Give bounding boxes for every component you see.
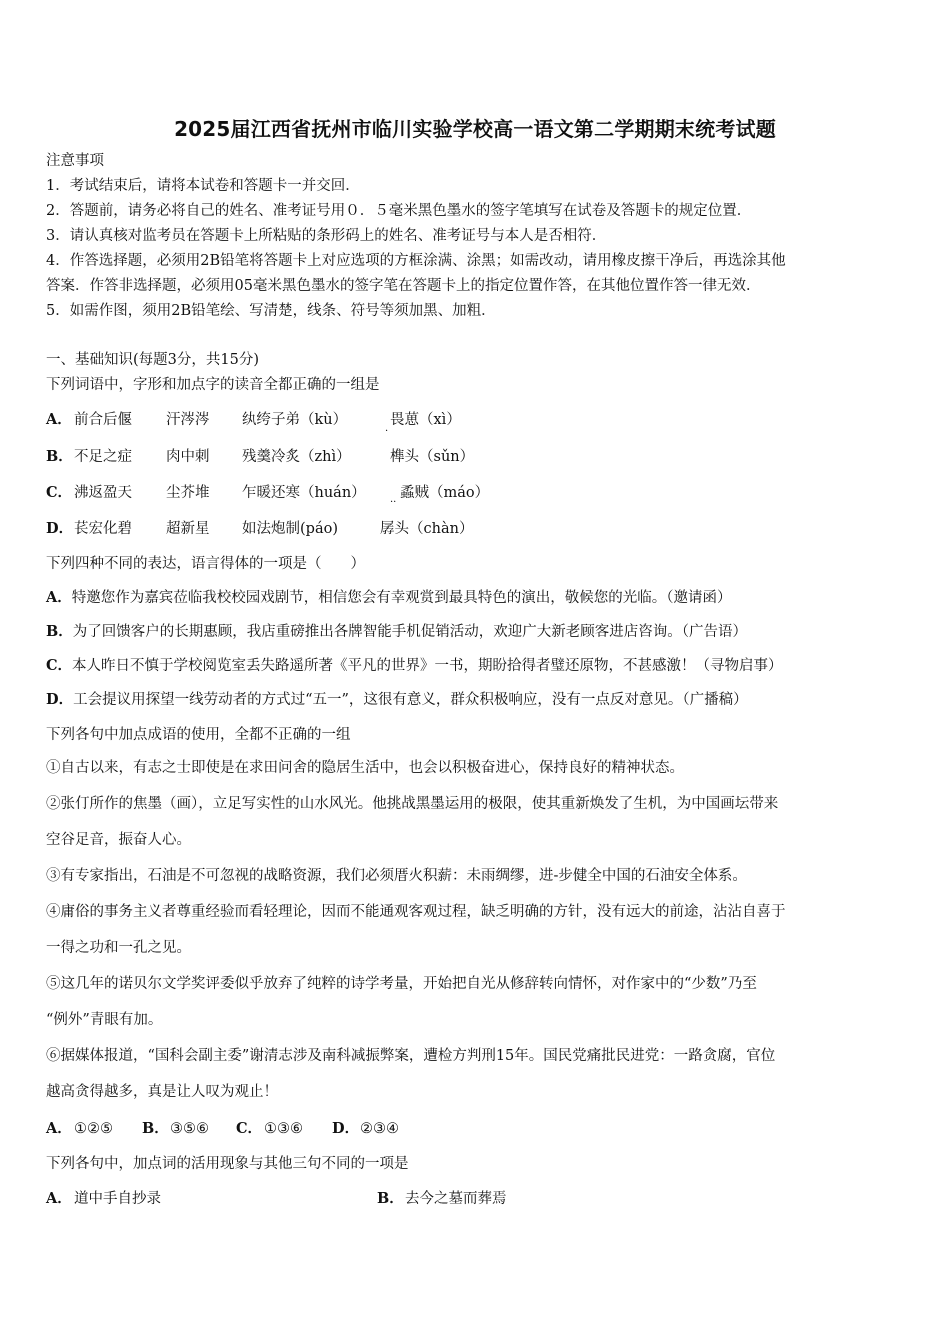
option-label: D． bbox=[46, 520, 74, 537]
option-label: A． bbox=[46, 589, 72, 606]
option-word: 蟊贼（máo） bbox=[400, 485, 490, 501]
option-label: C． bbox=[46, 657, 73, 674]
option-line bbox=[46, 588, 732, 608]
option-line bbox=[46, 656, 783, 676]
option-word: 前合后偃 bbox=[74, 412, 132, 428]
sentence-line: ②张仃所作的焦墨（画），立足写实性的山水风光。他挑战黑墨运用的极限，使其重新焕发了生机，为中国画坛带来 bbox=[46, 796, 779, 812]
choice-text: ①②⑤ bbox=[74, 1121, 113, 1137]
sentence-line: ⑤这几年的诺贝尔文学奖评委似乎放弃了纯粹的诗学考量，开始把自光从修辞转向情怀，对作家中的“少数”乃至 bbox=[46, 976, 757, 992]
option-word: 纨绔子弟（kù） bbox=[242, 412, 348, 428]
sentence-line: 空谷足音，振奋人心。 bbox=[46, 832, 191, 848]
option-label: D． bbox=[46, 691, 74, 708]
choice-row bbox=[46, 1118, 466, 1140]
sentence-line: 越高贪得越多，真是让人叹为观止！ bbox=[46, 1084, 278, 1100]
question-stem: 下列四种不同的表达，语言得体的一项是（ ） bbox=[46, 556, 365, 572]
choice-text: ③⑤⑥ bbox=[170, 1121, 209, 1137]
sentence-line: ③有专家指出，石油是不可忽视的战略资源，我们必须厝火积薪：未雨绸缪，进-步健全中国的石油安全体系。 bbox=[46, 868, 747, 884]
choice-text: ②③④ bbox=[360, 1121, 399, 1137]
option-word: 肉中刺 bbox=[166, 449, 210, 465]
choice-label: C． bbox=[236, 1120, 263, 1137]
option-label: C． bbox=[46, 484, 73, 501]
notice-item: 2．答题前，请务必将自己的姓名、准考证号用０．５毫米黑色墨水的签字笔填写在试卷及答题卡的规定位置． bbox=[46, 203, 752, 219]
option-word: 榫头（sǔn） bbox=[390, 449, 475, 465]
option-word: 如法炮制(páo) bbox=[242, 521, 338, 537]
option-row-a bbox=[46, 409, 906, 437]
choice-label: B． bbox=[142, 1120, 169, 1137]
notice-item: 5．如需作图，须用2B铅笔绘、写清楚，线条、符号等须加黑、加粗． bbox=[46, 303, 496, 319]
option-word: 沸返盈天 bbox=[74, 485, 132, 501]
option-text: 去今之墓而葬焉 bbox=[405, 1191, 507, 1207]
sentence-line: ①自古以来，有志之士即使是在求田问舍的隐居生活中，也会以积极奋进心，保持良好的精神状态。 bbox=[46, 760, 684, 776]
option-label: B． bbox=[46, 448, 73, 465]
option-label: A． bbox=[46, 1190, 72, 1207]
option-label: B． bbox=[377, 1190, 404, 1207]
notice-item: 1．考试结束后，请将本试卷和答题卡一并交回． bbox=[46, 178, 360, 194]
page-title: 2025届江西省抚州市临川实验学校高一语文第二学期期末统考试题 bbox=[174, 117, 776, 141]
emphasis-dot: · bbox=[385, 426, 389, 437]
sentence-line: 一得之功和一孔之见。 bbox=[46, 940, 191, 956]
sentence-line: ⑥据媒体报道，“国科会副主委”谢清志涉及南科减振弊案，遭检方判刑15年。国民党痛批民进党：一路贪腐，官位 bbox=[46, 1048, 776, 1064]
option-word: 孱头（chàn） bbox=[380, 521, 474, 537]
option-word: 不足之症 bbox=[74, 449, 132, 465]
option-word: 尘芥堆 bbox=[166, 485, 210, 501]
notice-heading: 注意事项 bbox=[46, 153, 104, 169]
option-line bbox=[46, 690, 748, 710]
option-label: B． bbox=[46, 623, 73, 640]
question-stem: 下列词语中，字形和加点字的读音全都正确的一组是 bbox=[46, 377, 380, 393]
emphasis-dot: ·· bbox=[390, 497, 397, 508]
option-row-d bbox=[46, 518, 906, 540]
option-line bbox=[46, 622, 747, 642]
question-stem: 下列各句中加点成语的使用，全都不正确的一组 bbox=[46, 727, 351, 743]
option-text: 道中手自抄录 bbox=[74, 1191, 161, 1207]
option-word: 乍暖还寒（huán） bbox=[242, 485, 366, 501]
option-word: 汗涔涔 bbox=[166, 412, 210, 428]
notice-item: 4．作答选择题，必须用2B铅笔将答题卡上对应选项的方框涂满、涂黑；如需改动，请用橡皮擦干净后，再选涂其他 bbox=[46, 253, 786, 269]
option-word: 苌宏化碧 bbox=[74, 521, 132, 537]
option-label: A． bbox=[46, 411, 72, 428]
option-text: 为了回馈客户的长期惠顾，我店重磅推出各牌智能手机促销活动，欢迎广大新老顾客进店咨询。（广告语） bbox=[72, 624, 748, 640]
choice-label: D． bbox=[332, 1120, 360, 1137]
section-heading: 一、基础知识(每题3分，共15分) bbox=[46, 352, 259, 368]
option-text: 工会提议用探望一线劳动者的方式过“五一”，这很有意义，群众积极响应，没有一点反对意见。（广播稿） bbox=[73, 692, 748, 708]
notice-item: 答案．作答非选择题，必须用05毫米黑色墨水的签字笔在答题卡上的指定位置作答，在其他位置作答一律无效． bbox=[46, 278, 761, 294]
choice-label: A． bbox=[46, 1120, 72, 1137]
option-row-c bbox=[46, 482, 906, 508]
option-text: 特邀您作为嘉宾莅临我校校园戏剧节，相信您会有幸观赏到最具特色的演出，敬候您的光临。（邀请函） bbox=[71, 590, 732, 606]
option-word: 残羹冷炙（zhì） bbox=[242, 449, 351, 465]
question-stem: 下列各句中，加点词的活用现象与其他三句不同的一项是 bbox=[46, 1156, 409, 1172]
option-row-b bbox=[46, 446, 906, 468]
option-text: 本人昨日不慎于学校阅览室丢失路遥所著《平凡的世界》一书，期盼拾得者璧还原物，不甚感激！（寻物启事） bbox=[72, 658, 783, 674]
choice-text: ①③⑥ bbox=[264, 1121, 303, 1137]
option-word: 超新星 bbox=[166, 521, 210, 537]
sentence-line: “例外”青眼有加。 bbox=[46, 1012, 163, 1028]
sentence-line: ④庸俗的事务主义者尊重经验而看轻理论，因而不能通观客观过程，缺乏明确的方针，没有远大的前途，沾沾自喜于 bbox=[46, 904, 786, 920]
option-word: 畏葸（xì） bbox=[390, 412, 461, 428]
notice-item: 3．请认真核对监考员在答题卡上所粘贴的条形码上的姓名、准考证号与本人是否相符． bbox=[46, 228, 607, 244]
option-row bbox=[46, 1188, 906, 1210]
